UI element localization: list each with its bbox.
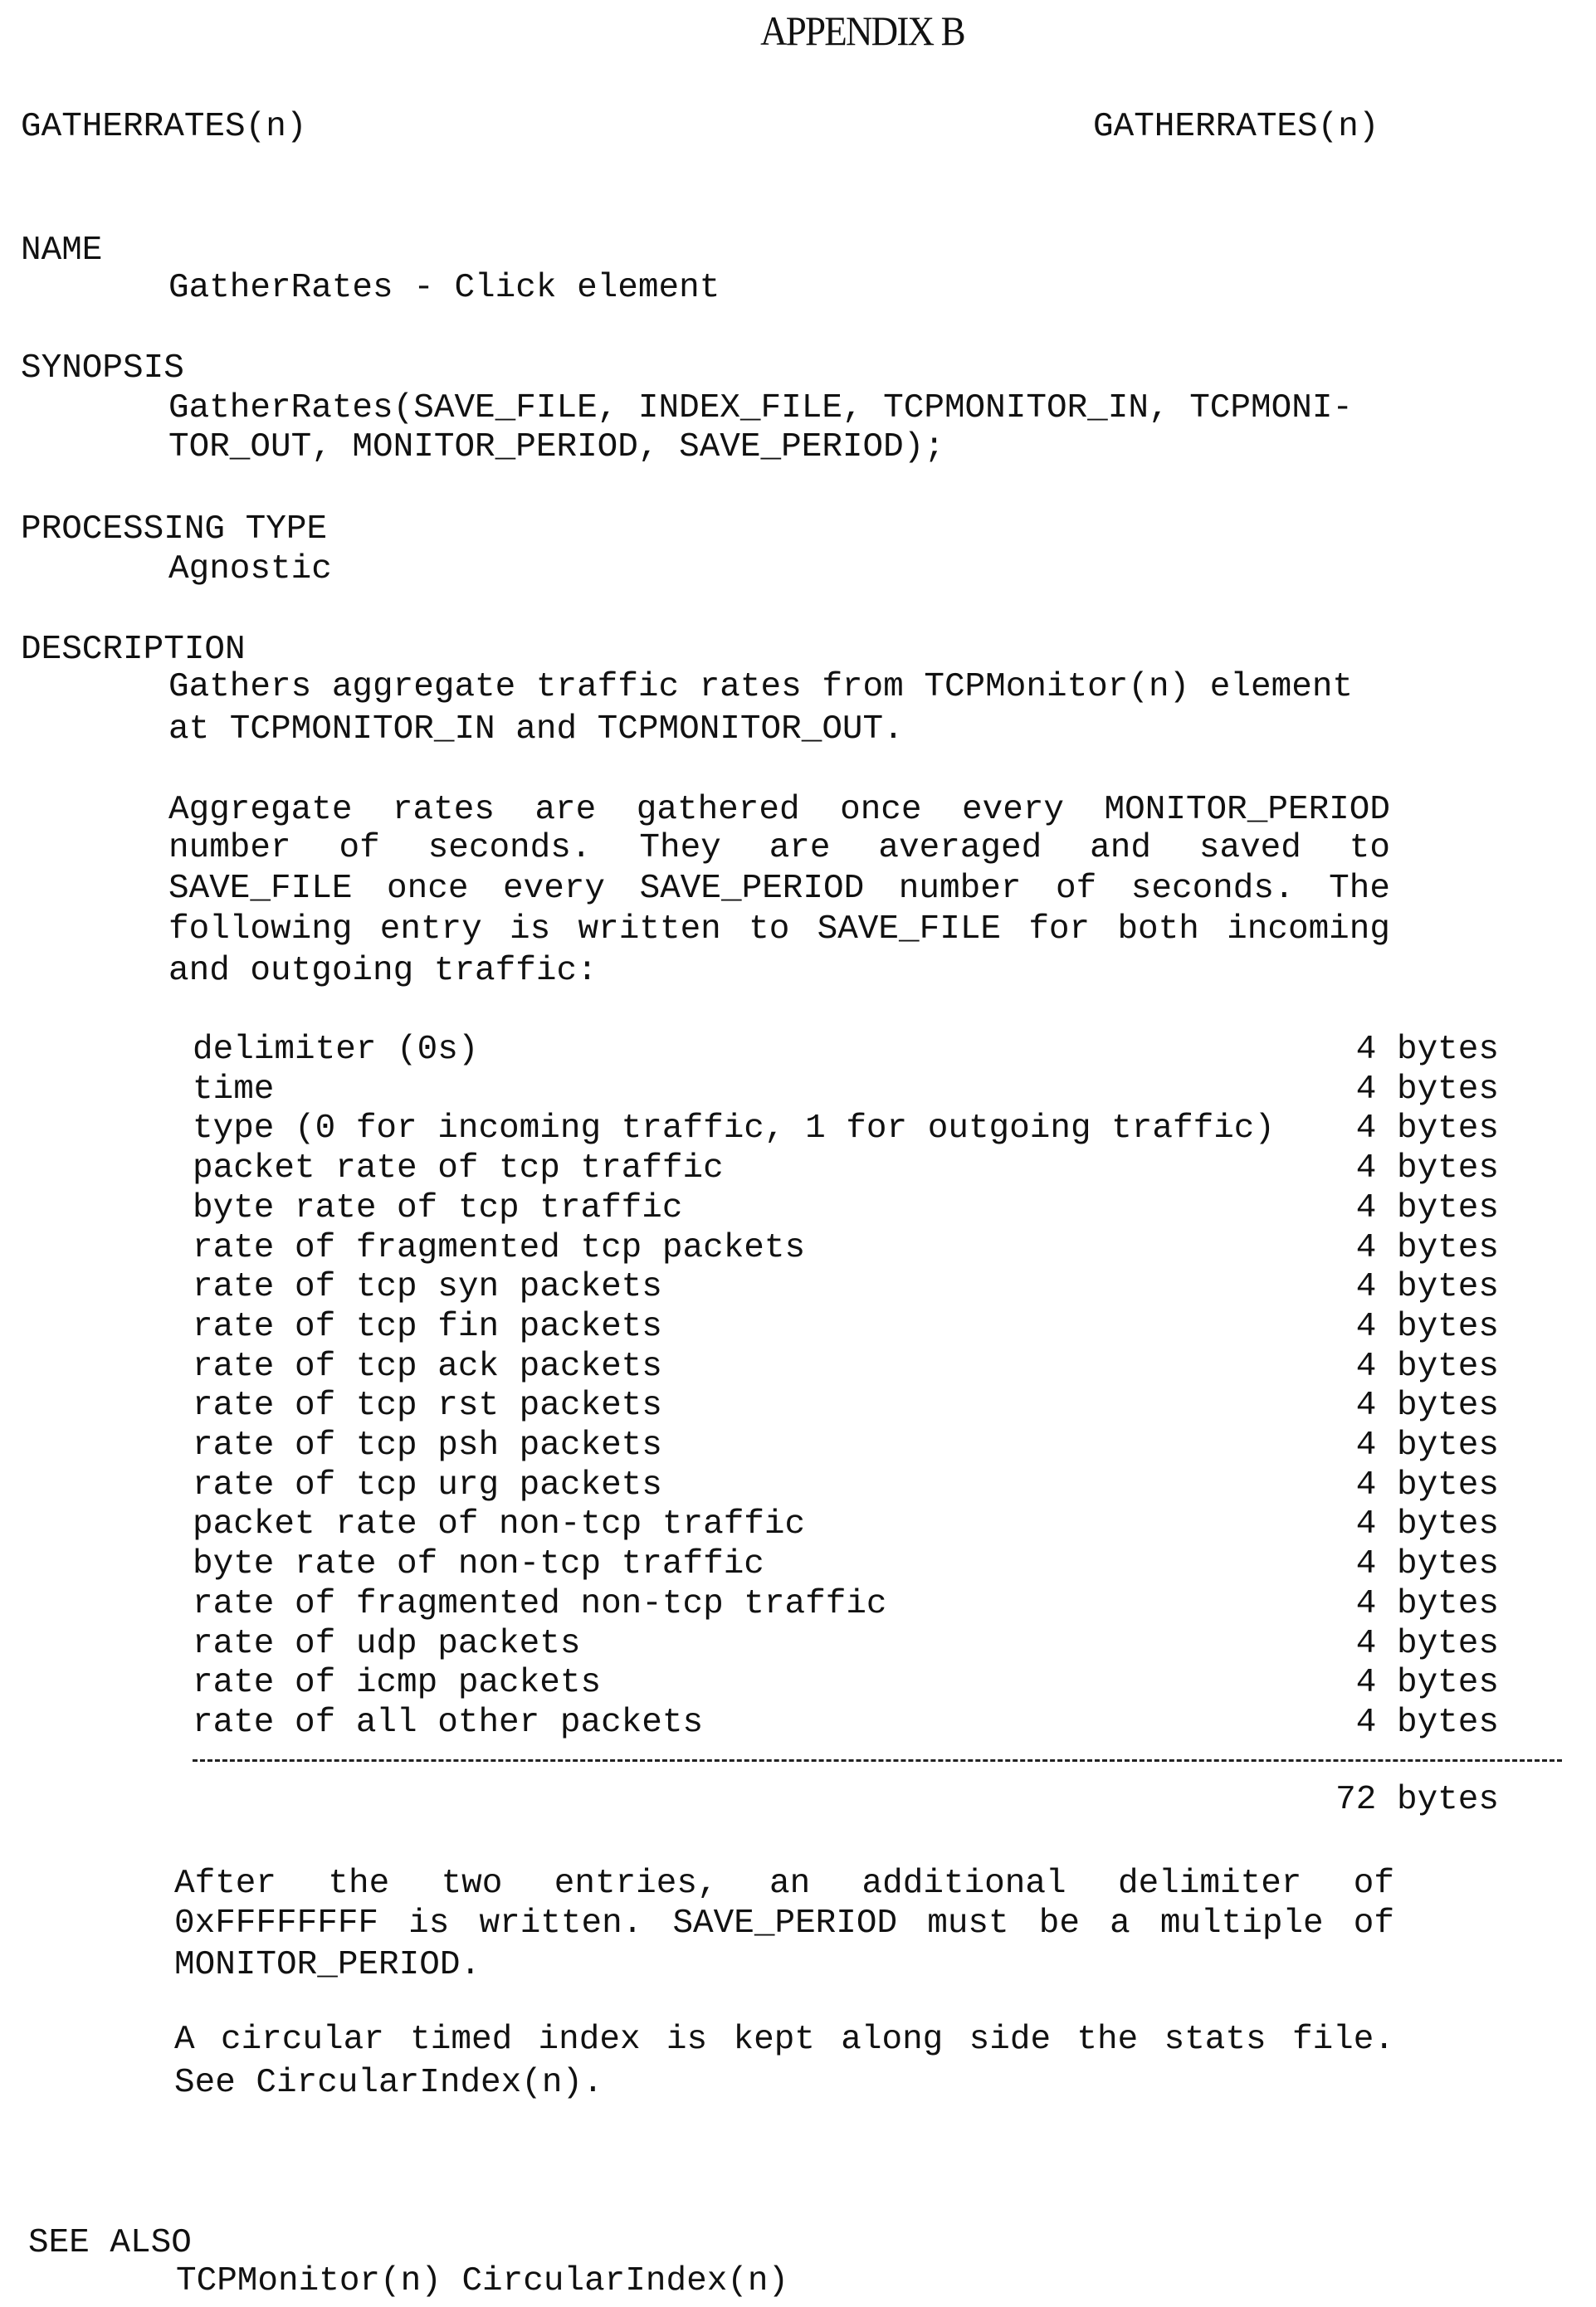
table-row xyxy=(193,1188,1499,1228)
table-row xyxy=(193,1505,1499,1544)
description-line: A circular timed index is kept along side the stats file. xyxy=(174,2020,1394,2060)
description-line: MONITOR_PERIOD. xyxy=(174,1945,481,1985)
table-row xyxy=(193,1070,1499,1110)
table-row xyxy=(193,1307,1499,1347)
field-name: rate of tcp syn packets xyxy=(193,1268,662,1306)
header-right: GATHERRATES(n) xyxy=(1093,107,1379,147)
field-size: 4 bytes xyxy=(1356,1386,1499,1426)
table-divider xyxy=(193,1759,1562,1762)
table-row xyxy=(193,1426,1499,1466)
field-name: rate of fragmented non-tcp traffic xyxy=(193,1585,887,1623)
description-line: at TCPMONITOR_IN and TCPMONITOR_OUT. xyxy=(168,710,904,749)
field-name: rate of icmp packets xyxy=(193,1664,601,1702)
description-line: following entry is written to SAVE_FILE for both incoming xyxy=(168,910,1390,949)
table-row xyxy=(193,1347,1499,1387)
field-name: packet rate of non-tcp traffic xyxy=(193,1505,805,1544)
field-name: rate of tcp urg packets xyxy=(193,1466,662,1505)
field-size: 4 bytes xyxy=(1356,1228,1499,1268)
description-line: SAVE_FILE once every SAVE_PERIOD number of seconds. The xyxy=(168,869,1390,909)
field-name: rate of all other packets xyxy=(193,1704,703,1742)
table-row xyxy=(193,1030,1499,1070)
field-name: time xyxy=(193,1071,274,1109)
table-row xyxy=(193,1267,1499,1307)
table-row xyxy=(193,1149,1499,1188)
synopsis-line: TOR_OUT, MONITOR_PERIOD, SAVE_PERIOD); xyxy=(168,427,944,467)
field-name: packet rate of tcp traffic xyxy=(193,1149,724,1188)
name-text: GatherRates - Click element xyxy=(168,268,720,308)
table-row xyxy=(193,1624,1499,1664)
field-name: rate of tcp rst packets xyxy=(193,1387,662,1425)
field-name: type (0 for incoming traffic, 1 for outgoing traffic) xyxy=(193,1110,1275,1148)
field-size: 4 bytes xyxy=(1356,1149,1499,1188)
description-line: See CircularIndex(n). xyxy=(174,2063,603,2103)
table-row xyxy=(193,1584,1499,1624)
table-total xyxy=(193,1780,1499,1820)
section-heading-description: DESCRIPTION xyxy=(21,630,246,670)
processing-type-text: Agnostic xyxy=(168,549,332,589)
field-size: 4 bytes xyxy=(1356,1188,1499,1228)
description-line: Gathers aggregate traffic rates from TCPMonitor(n) element xyxy=(168,667,1353,707)
field-name: rate of tcp psh packets xyxy=(193,1427,662,1465)
section-heading-synopsis: SYNOPSIS xyxy=(21,349,184,388)
description-line: 0xFFFFFFFF is written. SAVE_PERIOD must be a multiple of xyxy=(174,1904,1394,1944)
description-line: After the two entries, an additional delimiter of xyxy=(174,1864,1394,1904)
field-size: 4 bytes xyxy=(1356,1030,1499,1070)
field-size: 4 bytes xyxy=(1356,1584,1499,1624)
header-left: GATHERRATES(n) xyxy=(21,107,306,147)
field-name: rate of tcp fin packets xyxy=(193,1308,662,1346)
field-size: 4 bytes xyxy=(1356,1663,1499,1703)
see-also-text: TCPMonitor(n) CircularIndex(n) xyxy=(176,2261,788,2301)
description-line: and outgoing traffic: xyxy=(168,951,598,991)
description-line: number of seconds. They are averaged and saved to xyxy=(168,828,1390,868)
field-name: rate of tcp ack packets xyxy=(193,1348,662,1386)
table-row xyxy=(193,1386,1499,1426)
field-name: rate of udp packets xyxy=(193,1625,580,1663)
description-line: Aggregate rates are gathered once every MONITOR_PERIOD xyxy=(168,790,1390,830)
table-row xyxy=(193,1663,1499,1703)
table-row xyxy=(193,1109,1499,1149)
field-name: delimiter (0s) xyxy=(193,1031,478,1069)
total-size: 72 bytes xyxy=(1335,1780,1499,1820)
field-size: 4 bytes xyxy=(1356,1070,1499,1110)
table-row xyxy=(193,1544,1499,1584)
field-size: 4 bytes xyxy=(1356,1307,1499,1347)
table-row xyxy=(193,1466,1499,1505)
field-size: 4 bytes xyxy=(1356,1505,1499,1544)
section-heading-name: NAME xyxy=(21,231,102,271)
field-size: 4 bytes xyxy=(1356,1347,1499,1387)
field-size: 4 bytes xyxy=(1356,1544,1499,1584)
field-size: 4 bytes xyxy=(1356,1466,1499,1505)
section-heading-processing-type: PROCESSING TYPE xyxy=(21,510,327,549)
field-name: byte rate of tcp traffic xyxy=(193,1189,683,1227)
field-size: 4 bytes xyxy=(1356,1703,1499,1743)
field-size: 4 bytes xyxy=(1356,1109,1499,1149)
field-size: 4 bytes xyxy=(1356,1624,1499,1664)
page-title: APPENDIX B xyxy=(86,7,1596,55)
table-row xyxy=(193,1703,1499,1743)
synopsis-line: GatherRates(SAVE_FILE, INDEX_FILE, TCPMONITOR_IN, TCPMONI- xyxy=(168,388,1353,428)
field-name: rate of fragmented tcp packets xyxy=(193,1229,805,1267)
field-name: byte rate of non-tcp traffic xyxy=(193,1545,764,1583)
field-size: 4 bytes xyxy=(1356,1426,1499,1466)
section-heading-see-also: SEE ALSO xyxy=(28,2223,192,2263)
field-size: 4 bytes xyxy=(1356,1267,1499,1307)
table-row xyxy=(193,1228,1499,1268)
